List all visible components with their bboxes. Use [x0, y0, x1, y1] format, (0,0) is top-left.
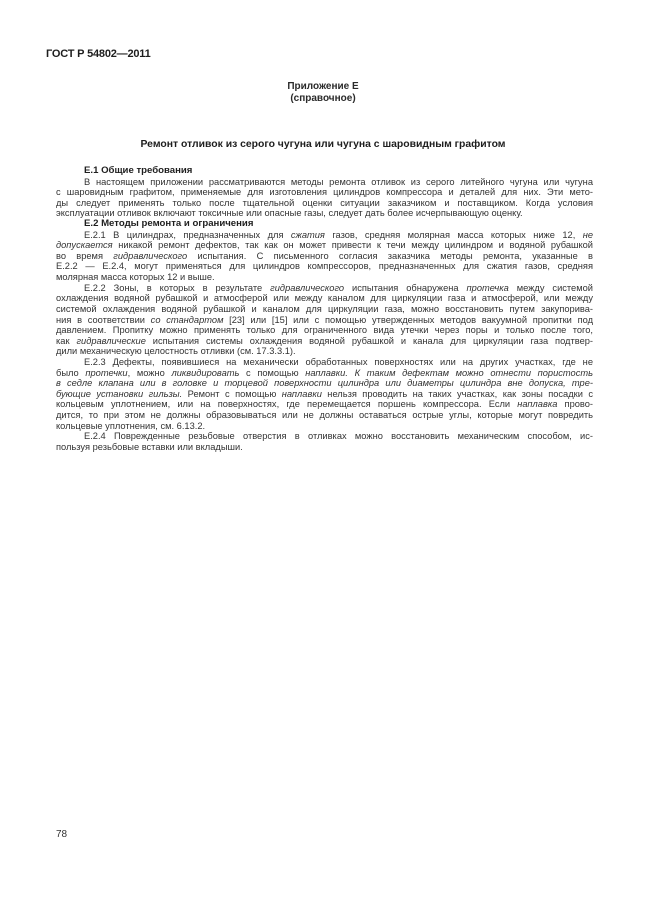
paragraph-e-2-4 [56, 431, 593, 452]
text-line: В настоящем приложении рассматриваются методы ремонта отливок из серого литейного чугуна или чугуна [84, 176, 593, 187]
text-line: охлаждения водяной рубашкой и атмосферой или между каналом для циркуляции газа и атмосферой, или между [56, 293, 593, 304]
italic-term: гидравлического [270, 282, 345, 293]
italic-term: наплавки. К таким дефектам можно отнести пористость [305, 367, 593, 378]
italic-term: гидравлические [76, 335, 146, 346]
paragraph-e-2-2 [56, 283, 593, 357]
italic-term: наплавки [281, 388, 322, 399]
text-line: Е.2.4 Поврежденные резьбовые отверстия в отливках можно восстановить механическим способом, ис- [84, 431, 593, 442]
italic-term: ликвидировать [171, 367, 240, 378]
italic-term: наплавка [517, 399, 558, 410]
italic-term: сжатия [290, 229, 325, 240]
italic-term: со стандартом [150, 314, 224, 325]
text-line: Е.2.2 Зоны, в которых в результате гидравлического испытания обнаружена протечка между системой [84, 282, 593, 293]
text-line: эксплуатации отливок включают токсичные или опасные газы, следует дать более исчерпывающую оценку. [56, 208, 523, 219]
text-line: Е.2.2 — Е.2.4, могут применяться для цилиндров компрессоров, предназначенных для сжатия газов, средняя [56, 261, 593, 272]
text-line: пользуя резьбовые вставки или вкладыши. [56, 441, 243, 452]
text-line: Е.2.3 Дефекты, появившиеся на механически обработанных поверхностях или на других участках, где не [84, 356, 593, 367]
section-heading-e2: Е.2 Методы ремонта и ограничения [84, 218, 254, 230]
text-line: во время гидравлического испытания. С письменного согласия заказчика методы ремонта, указанные в [56, 250, 593, 261]
annex-title: Ремонт отливок из серого чугуна или чугуна с шаровидным графитом [140, 139, 506, 150]
text-line: ния в соответствии со стандартом [23] или [15] или с помощью утвержденных методов вакуумной пропитки под [56, 314, 594, 325]
paragraph-e-2-3 [56, 357, 593, 431]
text-line: ды следует применять только после тщательной оценки ситуации заказчиком и поставщиком. Когда условия [56, 197, 593, 208]
annex-label: Приложение Е [287, 81, 359, 92]
annex-type: (справочное) [290, 93, 356, 104]
text-line: системой охлаждения водяной рубашкой и каналом для циркуляции газа, можно восстановить путем закупорива- [56, 303, 593, 314]
italic-term: допускается [56, 240, 113, 251]
italic-term: не [582, 229, 593, 240]
document-standard-id: ГОСТ Р 54802—2011 [46, 48, 151, 60]
text-line: дится, то при этом не должны образовываться или не должны оставаться острые углы, которые могут повредить [56, 410, 593, 421]
text-line: дили механическую целостность отливки (см. 17.3.3.1). [56, 346, 296, 357]
text-line: было протечки, можно ликвидировать с помощью наплавки. К таким дефектам можно отнести пористость [56, 367, 593, 378]
text-line: допускается никакой ремонт дефектов, так как он может привести к течи между цилиндром и водяной рубашкой [56, 240, 593, 251]
section-e1-paragraph [56, 177, 593, 219]
italic-term: протечка [466, 282, 509, 293]
text-line: с шаровидным графитом, применяемые для изготовления цилиндров компрессора и деталей для них. Эти мето- [56, 187, 593, 198]
text-line: как гидравлические испытания системы охлаждения водяной рубашкой и канала для циркуляции газа подтвер- [56, 335, 594, 346]
document-body [56, 166, 593, 452]
section-heading-e1: Е.1 Общие требования [84, 165, 193, 176]
text-line: молярная масса которых 12 и выше. [56, 272, 215, 283]
text-line: бующие установки гильзы. Ремонт с помощью наплавки нельзя проводить на таких участках, как зоны посадки с [56, 388, 593, 399]
text-line: давлением. Пропитку можно применять только для ограниченного вида утечки через поры и только после того, [56, 325, 593, 336]
italic-term: в седле клапана или в головке и торцевой поверхности цилиндра или диаметры цилиндра вне допуска, тре- [56, 378, 593, 389]
text-line: кольцевые уплотнения, см. 6.13.2. [56, 420, 206, 431]
section-e2-paragraphs [56, 230, 593, 453]
text-line [56, 378, 593, 389]
italic-term: протечки [85, 367, 128, 378]
text-line: кольцевым уплотнением, или на поверхностях, где перемещается поршень компрессора. Если наплавка прово- [56, 399, 594, 410]
text-line: Е.2.1 В цилиндрах, предназначенных для сжатия газов, средняя молярная масса которых ниже 12, не [84, 229, 593, 240]
italic-term: гидравлического [113, 250, 188, 261]
paragraph-e-2-1 [56, 230, 593, 283]
italic-term: бующие установки гильзы. [56, 388, 183, 399]
page-number: 78 [56, 829, 68, 840]
